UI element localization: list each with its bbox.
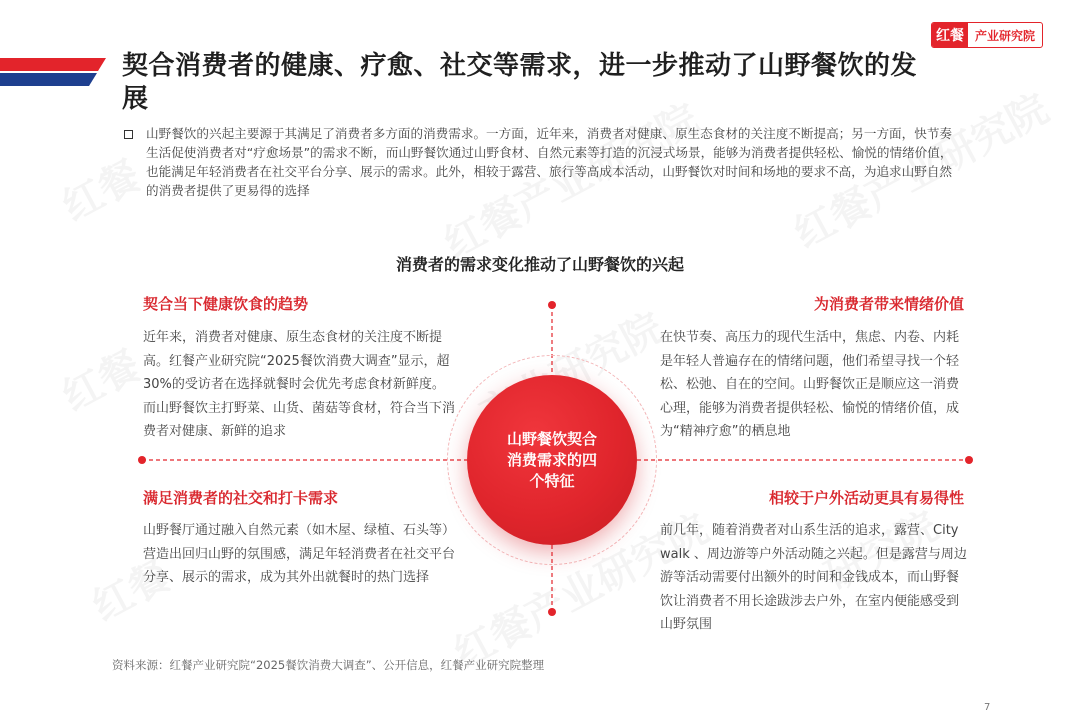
connector-dot [138, 456, 146, 464]
quadrant-body-health: 近年来，消费者对健康、原生态食材的关注度不断提高。红餐产业研究院“2025餐饮消费大调查”显示，超30%的受访者在选择就餐时会优先考虑食材新鲜度。而山野餐饮主打野菜、山货、菌菇等食材，符合当下消费者对健康、新鲜的追求 [143, 330, 456, 439]
page-title: 契合消费者的健康、疗愈、社交等需求，进一步推动了山野餐饮的发展 [122, 51, 918, 114]
connector-dot [965, 456, 973, 464]
quadrant-title-accessibility: 相较于户外活动更具有易得性 [768, 489, 964, 507]
quadrant-title-emotion: 为消费者带来情绪价值 [813, 295, 964, 313]
center-label: 山野餐饮契合消费需求的四个特征 [506, 429, 597, 490]
quadrant-body-social: 山野餐厅通过融入自然元素（如木屋、绿植、石头等）营造出回归山野的氛围感，满足年轻消费者在社交平台分享、展示的需求，成为其外出就餐时的热门选择 [143, 523, 456, 585]
quadrant-title-health: 契合当下健康饮食的趋势 [143, 295, 309, 313]
center-circle [467, 375, 637, 545]
page-number: 7 [984, 702, 991, 713]
quadrant-title-social: 满足消费者的社交和打卡需求 [143, 489, 339, 507]
quadrant-body-accessibility: 前几年，随着消费者对山系生活的追求，露营、City walk 、周边游等户外活动随之兴起。但是露营与周边游等活动需要付出额外的时间和金钱成本，而山野餐饮让消费者不用长途跋涉去户外，在室内便能感受到山野氛围 [660, 523, 967, 632]
logo-text: 产业研究院 [974, 28, 1035, 43]
connector-dot [548, 301, 556, 309]
intro-paragraph: 山野餐饮的兴起主要源于其满足了消费者多方面的消费需求。一方面，近年来，消费者对健康、原生态食材的关注度不断提高；另一方面，快节奏生活促使消费者对“疗愈场景”的需求不断，而山野餐饮通过山野食材、自然元素等打造的沉浸式场景，能够为消费者提供轻松、愉悦的情绪价值，也能满足年轻消费者在社交平台分享、展示的需求。此外，相较于露营、旅行等高成本活动，山野餐饮对时间和场地的要求不高，为追求山野自然的消费者提供了更易得的选择 [146, 126, 953, 198]
logo-mark: 红餐 [932, 23, 968, 47]
connector-dot [548, 608, 556, 616]
quadrant-body-emotion: 在快节奏、高压力的现代生活中，焦虑、内卷、内耗是年轻人普遍存在的情绪问题，他们希望寻找一个轻松、松弛、自在的空间。山野餐饮正是顺应这一消费心理，能够为消费者提供轻松、愉悦的情绪价值，成为“精神疗愈”的栖息地 [660, 330, 960, 439]
source-note: 资料来源：红餐产业研究院“2025餐饮消费大调查”、公开信息，红餐产业研究院整理 [112, 658, 545, 672]
diagram-title: 消费者的需求变化推动了山野餐饮的兴起 [395, 255, 684, 274]
